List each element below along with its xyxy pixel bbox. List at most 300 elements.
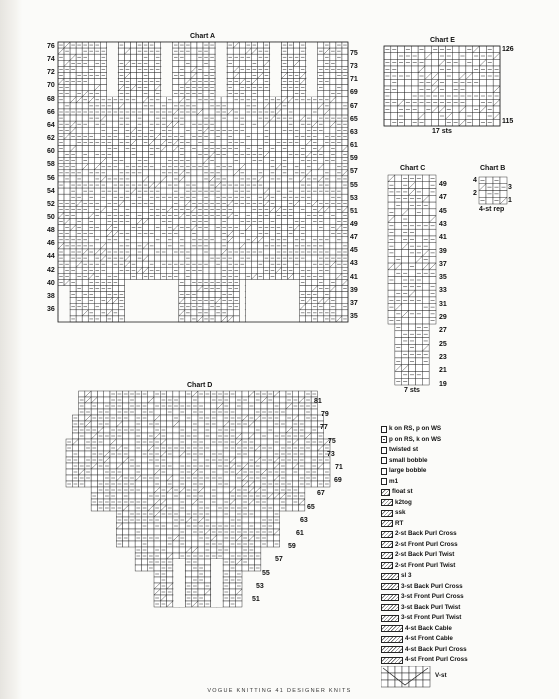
row-number: 69 [350, 89, 358, 97]
chart-cell [64, 249, 70, 255]
chart-cell [324, 219, 330, 225]
chart-cell [239, 42, 245, 48]
chart-cell [143, 170, 149, 176]
chart-cell [167, 391, 173, 397]
chart-e-stitch-count: 17 sts [432, 128, 452, 135]
chart-cell [131, 176, 137, 182]
row-number: 46 [47, 240, 55, 248]
chart-cell [294, 121, 300, 127]
chart-e-top-row: 126 [502, 46, 514, 53]
row-number: 29 [439, 314, 447, 321]
chart-cell [88, 60, 94, 66]
chart-cell [336, 212, 342, 218]
chart-cell [131, 194, 137, 200]
chart-cell [330, 72, 336, 78]
row-number: 36 [47, 306, 55, 313]
chart-cell [294, 42, 300, 48]
chart-cell [263, 249, 269, 255]
chart-cell [124, 158, 130, 164]
chart-gap [125, 280, 179, 323]
chart-cell [415, 290, 422, 297]
chart-cell [248, 397, 254, 403]
row-number: 19 [439, 380, 447, 388]
chart-cell [239, 48, 245, 54]
chart-cell [269, 127, 275, 133]
chart-cell [229, 403, 235, 409]
chart-cell [305, 427, 311, 433]
chart-cell [312, 115, 318, 121]
chart-cell [233, 292, 239, 298]
chart-cell [342, 54, 348, 60]
chart-cell [123, 439, 129, 445]
chart-cell [82, 219, 88, 225]
chart-cell [269, 103, 275, 109]
chart-cell [242, 433, 248, 439]
chart-cell [185, 421, 191, 427]
chart-cell [398, 93, 405, 100]
chart-cell [197, 273, 203, 279]
chart-cell [179, 188, 185, 194]
chart-cell [255, 421, 261, 427]
chart-cell [245, 206, 251, 212]
row-number: 33 [439, 287, 447, 295]
chart-cell [288, 60, 294, 66]
chart-cell [282, 176, 288, 182]
chart-cell [149, 158, 155, 164]
chart-cell [82, 176, 88, 182]
chart-cell [100, 85, 106, 91]
chart-cell [288, 243, 294, 249]
chart-cell [306, 219, 312, 225]
chart-cell [432, 59, 439, 66]
chart-cell [76, 127, 82, 133]
chart-cell [269, 133, 275, 139]
chart-cell [263, 261, 269, 267]
chart-cell [203, 304, 209, 310]
chart-cell [459, 66, 466, 73]
chart-cell [300, 316, 306, 322]
chart-cell [239, 206, 245, 212]
chart-cell [257, 121, 263, 127]
chart-cell [239, 133, 245, 139]
chart-cell [72, 433, 78, 439]
chart-cell [94, 54, 100, 60]
row-number: 53 [350, 194, 358, 202]
chart-cell [318, 139, 324, 145]
chart-cell [233, 85, 239, 91]
chart-cell [179, 79, 185, 85]
chart-cell [288, 158, 294, 164]
chart-cell [161, 182, 167, 188]
chart-cell [245, 91, 251, 97]
chart-cell [137, 97, 143, 103]
chart-cell [269, 188, 275, 194]
row-number: 68 [47, 95, 55, 103]
chart-cell [149, 219, 155, 225]
chart-cell [137, 103, 143, 109]
row-number: 41 [350, 273, 358, 281]
chart-cell [82, 285, 88, 291]
chart-cell [185, 409, 191, 415]
chart-cell [429, 209, 436, 216]
chart-cell [409, 270, 416, 277]
chart-cell [395, 331, 402, 338]
chart-cell [227, 115, 233, 121]
chart-cell [191, 255, 197, 261]
chart-gap [107, 42, 118, 97]
chart-cell [104, 439, 110, 445]
chart-cell [185, 439, 191, 445]
chart-cell [58, 103, 64, 109]
chart-cell [263, 219, 269, 225]
chart-cell [70, 231, 76, 237]
row-number: 37 [439, 260, 447, 268]
chart-cell [294, 48, 300, 54]
chart-cell [422, 209, 429, 216]
chart-cell [209, 267, 215, 273]
chart-cell [215, 267, 221, 273]
chart-cell [422, 175, 429, 182]
chart-cell [280, 397, 286, 403]
chart-cell [404, 66, 411, 73]
chart-cell [294, 188, 300, 194]
chart-cell [204, 403, 210, 409]
chart-cell [269, 139, 275, 145]
chart-cell [312, 170, 318, 176]
chart-cell [203, 66, 209, 72]
chart-cell [143, 121, 149, 127]
chart-cell [191, 115, 197, 121]
chart-cell [306, 103, 312, 109]
chart-cell [123, 397, 129, 403]
chart-cell [221, 158, 227, 164]
chart-cell [251, 170, 257, 176]
chart-cell [330, 219, 336, 225]
chart-cell [191, 60, 197, 66]
chart-cell [466, 106, 473, 113]
chart-cell [203, 292, 209, 298]
chart-cell [131, 255, 137, 261]
chart-cell [473, 86, 480, 93]
chart-cell [276, 273, 282, 279]
chart-cell [233, 60, 239, 66]
chart-cell [452, 106, 459, 113]
chart-cell [64, 194, 70, 200]
chart-cell [486, 86, 493, 93]
chart-cell [269, 152, 275, 158]
chart-cell [336, 103, 342, 109]
chart-cell [137, 72, 143, 78]
chart-cell [94, 298, 100, 304]
chart-cell [118, 133, 124, 139]
chart-cell [292, 391, 298, 397]
chart-cell [155, 273, 161, 279]
chart-cell [473, 119, 480, 126]
chart-cell [149, 54, 155, 60]
chart-cell [318, 170, 324, 176]
chart-cell [179, 421, 185, 427]
chart-cell [312, 194, 318, 200]
chart-cell [330, 79, 336, 85]
chart-cell [185, 237, 191, 243]
chart-cell [197, 115, 203, 121]
chart-cell [263, 170, 269, 176]
chart-cell [197, 231, 203, 237]
chart-cell [129, 415, 135, 421]
chart-gap [246, 280, 300, 323]
chart-cell [215, 316, 221, 322]
chart-cell [486, 79, 493, 86]
chart-cell [155, 72, 161, 78]
row-number: 43 [350, 260, 358, 268]
chart-cell [131, 103, 137, 109]
chart-cell [131, 212, 137, 218]
chart-cell [160, 409, 166, 415]
chart-cell [294, 212, 300, 218]
chart-cell [429, 195, 436, 202]
chart-cell [395, 277, 402, 284]
chart-cell [422, 365, 429, 372]
chart-cell [88, 206, 94, 212]
chart-cell [411, 79, 418, 86]
chart-cell [429, 277, 436, 284]
chart-cell [185, 54, 191, 60]
chart-cell [404, 119, 411, 126]
chart-cell [167, 115, 173, 121]
chart-cell [425, 59, 432, 66]
chart-cell [118, 237, 124, 243]
chart-cell [104, 397, 110, 403]
chart-cell [473, 99, 480, 106]
chart-cell [94, 66, 100, 72]
chart-cell [493, 59, 500, 66]
chart-cell [429, 243, 436, 250]
chart-cell [306, 304, 312, 310]
chart-cell [167, 427, 173, 433]
chart-cell [263, 158, 269, 164]
chart-cell [318, 158, 324, 164]
chart-cell [493, 119, 500, 126]
row-number: 44 [47, 253, 55, 261]
chart-cell [263, 91, 269, 97]
chart-cell [257, 139, 263, 145]
chart-cell [197, 60, 203, 66]
chart-cell [100, 304, 106, 310]
chart-cell [282, 152, 288, 158]
chart-cell [131, 121, 137, 127]
chart-cell [324, 91, 330, 97]
chart-cell [106, 158, 112, 164]
chart-cell [227, 152, 233, 158]
chart-cell [257, 164, 263, 170]
chart-cell [118, 285, 124, 291]
chart-cell [395, 209, 402, 216]
chart-cell [173, 60, 179, 66]
chart-cell [312, 182, 318, 188]
chart-cell [402, 324, 409, 331]
chart-cell [395, 243, 402, 250]
chart-cell [300, 285, 306, 291]
chart-cell [267, 421, 273, 427]
chart-cell [161, 225, 167, 231]
chart-cell [191, 176, 197, 182]
chart-cell [395, 351, 402, 358]
chart-cell [306, 261, 312, 267]
chart-cell [257, 243, 263, 249]
chart-cell [100, 219, 106, 225]
chart-cell [276, 194, 282, 200]
chart-cell [294, 103, 300, 109]
row-number: 62 [47, 135, 55, 143]
chart-c-grid [388, 175, 436, 385]
chart-cell [395, 175, 402, 182]
chart-cell [282, 133, 288, 139]
chart-cell [459, 46, 466, 53]
row-number: 39 [350, 286, 358, 294]
chart-cell [227, 170, 233, 176]
row-number: 54 [47, 187, 55, 195]
chart-cell [149, 237, 155, 243]
chart-cell [167, 249, 173, 255]
chart-cell [137, 237, 143, 243]
chart-cell [388, 290, 395, 297]
chart-cell [324, 243, 330, 249]
chart-cell [215, 115, 221, 121]
chart-cell [70, 115, 76, 121]
chart-cell [70, 103, 76, 109]
chart-cell [263, 164, 269, 170]
chart-cell [191, 310, 197, 316]
chart-cell [70, 298, 76, 304]
chart-cell [336, 158, 342, 164]
chart-cell [94, 79, 100, 85]
chart-cell [330, 85, 336, 91]
chart-cell [97, 391, 103, 397]
chart-cell [336, 298, 342, 304]
chart-cell [263, 145, 269, 151]
chart-cell [493, 79, 500, 86]
chart-cell [221, 261, 227, 267]
chart-cell [388, 202, 395, 209]
chart-cell [70, 310, 76, 316]
chart-cell [292, 409, 298, 415]
chart-cell [64, 72, 70, 78]
chart-cell [282, 188, 288, 194]
chart-cell [215, 237, 221, 243]
chart-cell [288, 261, 294, 267]
row-number: 42 [47, 266, 55, 274]
chart-cell [209, 48, 215, 54]
chart-cell [221, 170, 227, 176]
chart-cell [342, 97, 348, 103]
chart-cell [251, 231, 257, 237]
chart-cell [263, 176, 269, 182]
chart-cell [100, 145, 106, 151]
chart-cell [276, 200, 282, 206]
chart-cell [173, 219, 179, 225]
chart-cell [294, 176, 300, 182]
chart-cell [324, 127, 330, 133]
chart-cell [239, 109, 245, 115]
row-number: 74 [47, 56, 55, 64]
chart-cell [388, 310, 395, 317]
chart-cell [311, 409, 317, 415]
chart-cell [70, 48, 76, 54]
chart-b-row-3: 3 [508, 184, 512, 191]
chart-cell [294, 109, 300, 115]
chart-cell [330, 176, 336, 182]
chart-cell [276, 145, 282, 151]
chart-cell [276, 158, 282, 164]
chart-cell [261, 403, 267, 409]
chart-cell [245, 243, 251, 249]
chart-cell [112, 243, 118, 249]
chart-cell [173, 391, 179, 397]
chart-cell [167, 439, 173, 445]
chart-cell [336, 243, 342, 249]
chart-cell [64, 54, 70, 60]
chart-gap [58, 286, 69, 323]
chart-cell [257, 188, 263, 194]
chart-cell [100, 42, 106, 48]
chart-cell [76, 292, 82, 298]
chart-cell [330, 249, 336, 255]
chart-cell [312, 103, 318, 109]
chart-cell [179, 391, 185, 397]
chart-cell [324, 273, 330, 279]
chart-cell [217, 415, 223, 421]
row-number: 73 [350, 63, 358, 71]
chart-cell [245, 231, 251, 237]
chart-cell [402, 358, 409, 365]
chart-cell [131, 91, 137, 97]
chart-cell [415, 344, 422, 351]
row-number: 45 [439, 207, 447, 215]
chart-cell [486, 197, 493, 204]
chart-cell [197, 103, 203, 109]
row-number: 59 [350, 155, 358, 163]
chart-cell [388, 256, 395, 263]
chart-cell [123, 421, 129, 427]
chart-cell [149, 60, 155, 66]
chart-cell [263, 273, 269, 279]
chart-cell [106, 267, 112, 273]
chart-cell [479, 191, 486, 198]
chart-cell [173, 79, 179, 85]
chart-cell [129, 421, 135, 427]
chart-cell [110, 421, 116, 427]
chart-cell [88, 121, 94, 127]
chart-cell [97, 403, 103, 409]
chart-cell [94, 194, 100, 200]
chart-cell [161, 188, 167, 194]
chart-cell [191, 152, 197, 158]
chart-cell [112, 267, 118, 273]
chart-cell [167, 433, 173, 439]
chart-cell [131, 42, 137, 48]
chart-cell [409, 256, 416, 263]
chart-cell [391, 106, 398, 113]
chart-cell [185, 115, 191, 121]
chart-cell [312, 267, 318, 273]
chart-cell [173, 439, 179, 445]
chart-cell [257, 133, 263, 139]
chart-cell [257, 91, 263, 97]
row-number: 23 [439, 353, 447, 361]
chart-cell [395, 182, 402, 189]
chart-cell [197, 255, 203, 261]
chart-cell [94, 145, 100, 151]
